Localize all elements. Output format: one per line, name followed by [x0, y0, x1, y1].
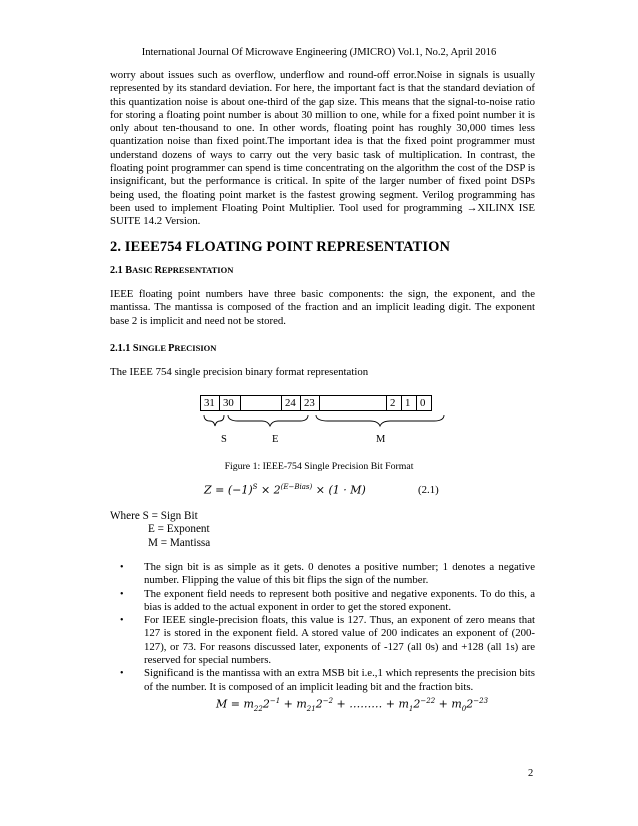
- eq-superscript: S: [252, 483, 258, 491]
- subsection-heading-single: [110, 343, 216, 354]
- bit-cell: [241, 396, 282, 411]
- mantissa-equation: [216, 697, 488, 713]
- bit-field-table: [200, 395, 432, 411]
- eq-term: 2: [413, 697, 421, 711]
- sign-label: S: [221, 434, 227, 445]
- page-number: 2: [528, 768, 534, 779]
- list-item: [120, 614, 535, 667]
- list-item: [120, 561, 535, 588]
- eq-term: 2: [315, 697, 323, 711]
- eq-term: × 2: [257, 483, 281, 497]
- eq-subscript: 22: [253, 704, 263, 713]
- subsection-number: 2.1.1: [110, 343, 133, 354]
- heading-cap: B: [125, 265, 133, 276]
- eq-term: Z = (−1): [204, 483, 253, 497]
- subsection-heading-basic: [110, 265, 233, 276]
- heading-cap: S: [132, 343, 139, 354]
- bit-cell: 1: [402, 396, 417, 411]
- bit-cell: 23: [301, 396, 320, 411]
- exponent-brace: [228, 415, 308, 426]
- bit-cell: 30: [220, 396, 241, 411]
- bit-cell: 0: [417, 396, 432, 411]
- list-item-text: The exponent field needs to represent both positive and negative exponents. To do this, a bias is added to the actual exponent in order to get the stored exponent.: [144, 587, 535, 613]
- heading-smallcaps: ASIC: [132, 265, 155, 275]
- mantissa-label: M: [376, 434, 386, 445]
- eq-superscript: −2: [322, 697, 334, 705]
- bit-cell: 31: [201, 396, 220, 411]
- eq-superscript: −1: [269, 697, 281, 705]
- heading-smallcaps: RECISION: [174, 343, 217, 353]
- eq-superscript: −22: [420, 697, 436, 705]
- bit-cell: [320, 396, 387, 411]
- heading-cap: R: [154, 265, 162, 276]
- bullet-glyph: •: [120, 562, 124, 573]
- heading-cap: P: [168, 343, 175, 354]
- bullet-glyph: •: [120, 668, 124, 680]
- list-item-text: The sign bit is as simple as it gets. 0 denotes a positive number; 1 denotes a negative number. Flipping the value of this bit flips the sign of the number.: [144, 561, 535, 587]
- eq-term: M = m: [216, 697, 254, 711]
- bit-cell: 24: [282, 396, 301, 411]
- list-item: [120, 667, 535, 694]
- where-sign: Where S = Sign Bit: [110, 510, 198, 522]
- eq-term: + m: [280, 697, 307, 711]
- eq-subscript: 21: [306, 704, 316, 713]
- list-item: [120, 588, 535, 615]
- bullet-glyph: •: [120, 588, 124, 600]
- where-exponent: E = Exponent: [148, 523, 210, 535]
- bullet-glyph: •: [120, 615, 124, 627]
- eq-term: × (1 · M): [312, 483, 366, 497]
- mantissa-brace: [316, 415, 444, 426]
- heading-smallcaps: EPRESENTATION: [161, 265, 234, 275]
- intro-paragraph: worry about issues such as overflow, underflow and round-off error.Noise in signals is usually represented by its standard deviation. For here, the important fact is that the standard deviation of this quantization noise is about one-third of the gap size. This means that the signal-to-noise ratio for storing a floating point number is about 30 million to one, while for a fixed point number it is only about ten-thousand to one. In other words, floating point has roughly 30,000 times less quantization noise than fixed point.The important idea is that the fixed point programmer must understand dozens of ways to carry out the very basic task of multiplication. In contrast, the floating point programmer can spend is time concentrating on the algorithm the cost of the DSP is insignificant, but the performance is critical. In spite of the larger number of fixed point DSPs being used, the floating point market is the fastest growing segment. Verilog programming has been used to implement Floating Point Multiplier. Tool used for programming →XILINX ISE SUITE 14.2 Version.: [110, 69, 535, 228]
- eq-term: + m: [435, 697, 462, 711]
- eq-term: 2: [262, 697, 270, 711]
- list-item-text: Significand is the mantissa with an extra MSB bit i.e.,1 which represents the precision bits of the number. It is composed of an implicit leading bit and the fraction bits.: [144, 667, 535, 693]
- where-mantissa: M = Mantissa: [148, 537, 211, 549]
- equation-number: (2.1): [418, 484, 439, 496]
- eq-term: 2: [466, 697, 474, 711]
- eq-subscript: 0: [461, 704, 467, 713]
- figure-caption: Figure 1: IEEE-754 Single Precision Bit Format: [224, 461, 414, 472]
- bit-format-diagram: [200, 395, 432, 411]
- eq-term: + ……… + m: [333, 697, 409, 711]
- list-item-text: For IEEE single-precision floats, this value is 127. Thus, an exponent of zero means that 127 is stored in the exponent field. A stored value of 200 indicates an exponent of (200-127), or 73. For reasons discussed later, exponents of -127 (all 0s) and +128 (all 1s) are reserved for special numbers.: [144, 614, 535, 667]
- running-header: International Journal Of Microwave Engineering (JMICRO) Vol.1, No.2, April 2016: [141, 47, 497, 58]
- bullet-list: [120, 561, 535, 694]
- sign-brace: [204, 415, 224, 426]
- section-heading: 2. IEEE754 FLOATING POINT REPRESENTATION: [110, 239, 451, 255]
- single-precision-paragraph: The IEEE 754 single precision binary format representation: [110, 366, 369, 378]
- heading-smallcaps: INGLE: [138, 343, 169, 353]
- field-braces: [198, 413, 458, 433]
- equation-2-1: [204, 483, 366, 497]
- eq-subscript: 1: [408, 704, 414, 713]
- eq-superscript: (E−Bias): [280, 483, 313, 491]
- bit-cell: 2: [387, 396, 402, 411]
- eq-superscript: −23: [473, 697, 489, 705]
- subsection-number: 2.1: [110, 265, 126, 276]
- basic-representation-paragraph: IEEE floating point numbers have three basic components: the sign, the exponent, and the mantissa. The mantissa is composed of the fraction and an implicit leading digit. The exponent base 2 is implicit and need not be stored.: [110, 288, 535, 327]
- exponent-label: E: [272, 434, 279, 445]
